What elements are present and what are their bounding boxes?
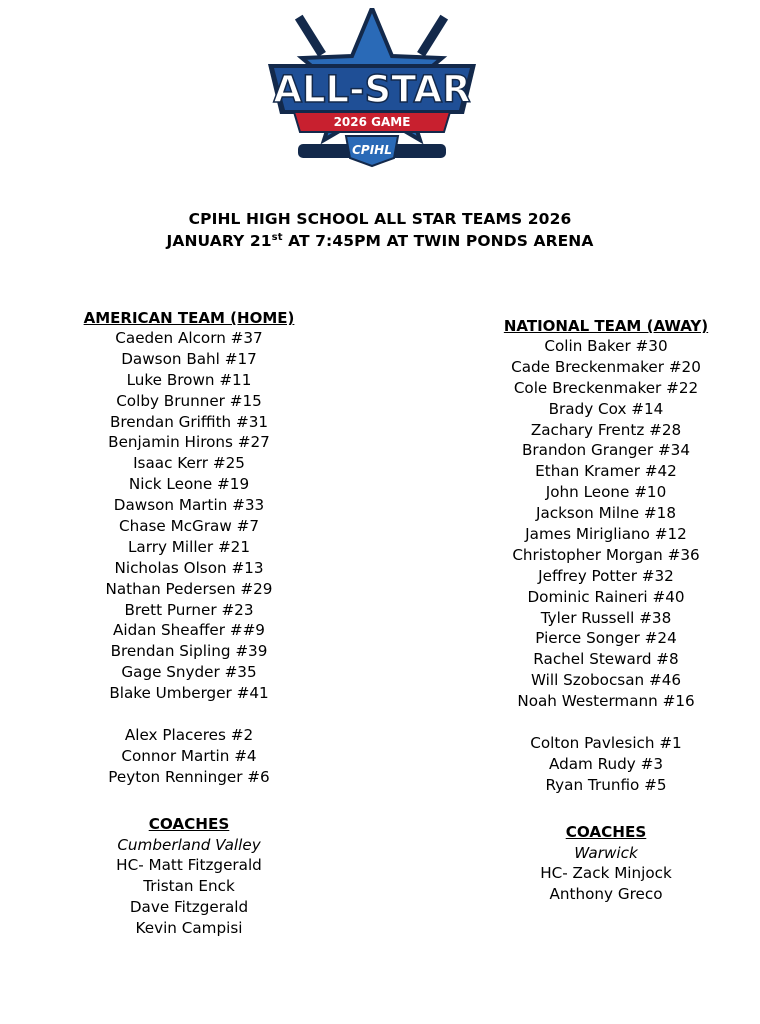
american-team-column — [60, 308, 318, 939]
player-row: Brady Cox #14 — [548, 399, 664, 418]
player-row: Isaac Kerr #25 — [133, 454, 245, 473]
player-row: Dominic Raineri #40 — [527, 587, 685, 606]
event-details — [0, 232, 760, 250]
player-row: Jeffrey Potter #32 — [538, 566, 674, 585]
page-title: CPIHL HIGH SCHOOL ALL STAR TEAMS 2026 — [188, 210, 572, 228]
player-row: Cade Breckenmaker #20 — [511, 357, 701, 376]
player-row: Gage Snyder #35 — [121, 663, 257, 682]
goalie-row: Alex Placeres #2 — [124, 725, 254, 744]
player-row: Tyler Russell #38 — [540, 608, 672, 627]
coach-row: Kevin Campisi — [135, 919, 243, 938]
player-row: Luke Brown #11 — [126, 370, 252, 389]
player-row: Noah Westermann #16 — [517, 692, 695, 711]
player-row: Benjamin Hirons #27 — [108, 433, 270, 452]
player-row: Brendan Griffith #31 — [109, 412, 269, 431]
player-row: Chase McGraw #7 — [118, 517, 260, 536]
coach-school: Warwick — [574, 843, 638, 862]
coach-row: Dave Fitzgerald — [129, 898, 249, 917]
event-date: JANUARY 21 — [166, 232, 272, 251]
goalie-row: Peyton Renninger #6 — [108, 767, 270, 786]
player-row: Colin Baker #30 — [544, 337, 668, 355]
coaches-title: COACHES — [565, 822, 647, 841]
player-row: Brandon Granger #34 — [521, 441, 691, 460]
date-suffix: st — [271, 232, 283, 243]
american-team-title: AMERICAN TEAM (HOME) — [83, 309, 295, 327]
player-row: Dawson Martin #33 — [113, 496, 265, 515]
coaches-title: COACHES — [148, 814, 230, 833]
logo-main-text: ALL-STAR — [273, 68, 471, 111]
player-row: Rachel Steward #8 — [533, 650, 679, 669]
coach-row: HC- Matt Fitzgerald — [116, 856, 262, 875]
goalie-row: Connor Martin #4 — [121, 746, 257, 765]
player-row: Caeden Alcorn #37 — [115, 329, 263, 347]
player-row: John Leone #10 — [545, 483, 667, 502]
logo-banner-text: 2026 GAME — [333, 115, 411, 129]
national-team-column — [475, 316, 737, 905]
player-row: Pierce Songer #24 — [535, 629, 677, 648]
player-row: Jackson Milne #18 — [536, 504, 676, 523]
coach-row: HC- Zack Minjock — [540, 864, 672, 883]
national-team-title: NATIONAL TEAM (AWAY) — [503, 317, 709, 335]
player-row: Ethan Kramer #42 — [535, 462, 677, 481]
player-row: Brendan Sipling #39 — [110, 642, 268, 661]
player-row: Christopher Morgan #36 — [512, 545, 700, 564]
player-row: Nathan Pedersen #29 — [105, 579, 273, 598]
goalie-row: Adam Rudy #3 — [548, 754, 664, 773]
player-row: Blake Umberger #41 — [109, 684, 269, 703]
coach-school: Cumberland Valley — [117, 835, 261, 854]
player-row: Colby Brunner #15 — [116, 391, 262, 410]
player-row: Nick Leone #19 — [128, 475, 250, 494]
logo-league-text: CPIHL — [352, 143, 392, 157]
player-row: Zachary Frentz #28 — [530, 420, 682, 439]
coach-row: Anthony Greco — [549, 885, 663, 904]
goalie-row: Colton Pavlesich #1 — [530, 733, 682, 752]
goalie-row: Ryan Trunfio #5 — [545, 775, 667, 794]
player-row: Aidan Sheaffer ##9 — [113, 621, 265, 640]
all-star-game-logo — [258, 8, 486, 170]
player-row: Brett Purner #23 — [124, 600, 254, 619]
player-row: Will Szobocsan #46 — [530, 671, 682, 690]
player-row: Nicholas Olson #13 — [114, 558, 264, 577]
event-time-venue: AT 7:45PM AT TWIN PONDS ARENA — [282, 232, 594, 251]
player-row: James Mirigliano #12 — [525, 525, 687, 544]
coach-row: Tristan Enck — [143, 877, 235, 896]
player-row: Dawson Bahl #17 — [121, 349, 257, 368]
player-row: Larry Miller #21 — [127, 537, 251, 556]
player-row: Cole Breckenmaker #22 — [513, 378, 699, 397]
